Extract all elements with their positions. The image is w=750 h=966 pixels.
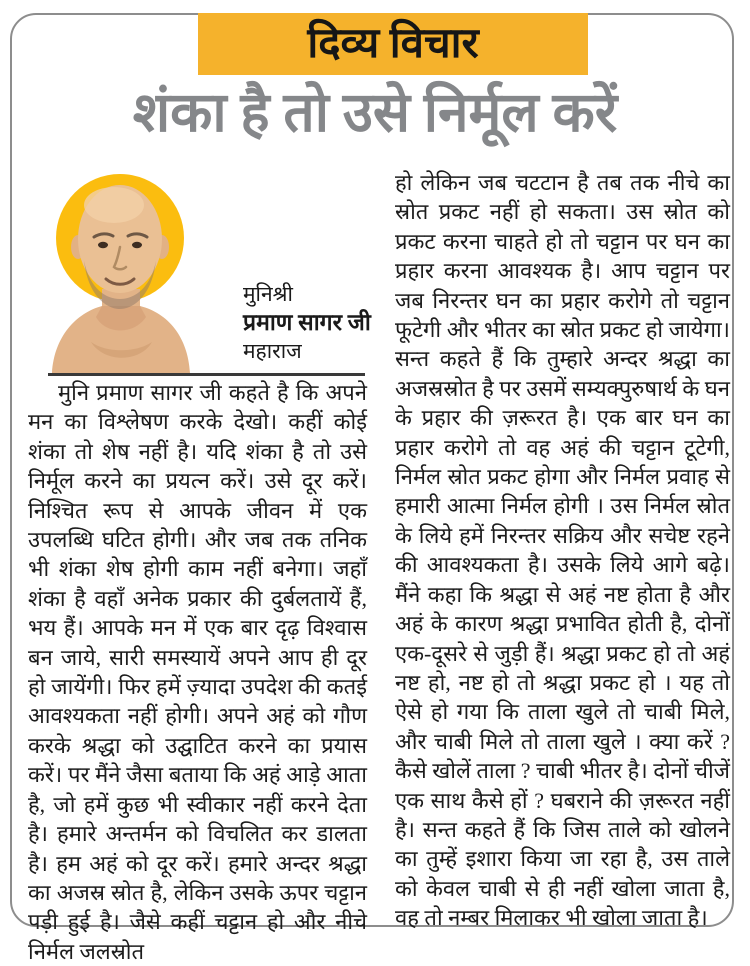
section-banner <box>198 13 588 75</box>
author-name: प्रमाण सागर जी <box>243 310 371 336</box>
article-text-left: मुनि प्रमाण सागर जी कहते है कि अपने मन का विश्लेषण करके देखो। कहीं कोई शंका तो शेष नहीं है। यदि शंका है तो उसे निर्मूल करने का प्रयत्न करें। उसे दूर करें। निश्चित रूप से आपके जीवन में एक उपलब्धि घटित होगी। और जब तक तनिक भी शंका शेष होगी काम नहीं बनेगा। जहाँ शंका है वहाँ अनेक प्रकार की दुर्बलतायें हैं, भय हैं। आपके मन में एक बार दृढ़ विश्वास बन जाये, सारी समस्यायें अपने आप ही दूर हो जायेंगी। फिर हमें ज़्यादा उपदेश की कतई आवश्यकता नहीं होगी। अपने अहं को गौण करके श्रद्धा को उद्घाटित करने का प्रयास करें। पर मैंने जैसा बताया कि अहं आड़े आता है, जो हमें कुछ भी स्वीकार नहीं करने देता है। हमारे अन्तर्मन को विचलित कर डालता है। हम अहं को दूर करें। हमारे अन्दर श्रद्धा का अजस्र स्रोत है, लेकिन उसके ऊपर चट्टान पड़ी हुई है। जैसे कहीं चट्टान हो और नीचे निर्मल जलस्रोत <box>28 380 367 964</box>
right-column <box>395 165 730 966</box>
author-caption <box>243 281 371 365</box>
author-photo-block <box>28 165 371 373</box>
article-headline: शंका है तो उसे निर्मूल करें <box>132 82 618 143</box>
monk-portrait-image <box>36 167 242 373</box>
article-text-right: हो लेकिन जब चटटान है तब तक नीचे का स्रोत प्रकट नहीं हो सकता। उस स्रोत को प्रकट करना चाहते हो तो चट्टान पर घन का प्रहार करना आवश्यक है। आप चट्टान पर जब निरन्तर घन का प्रहार करोगे तो चट्टान फूटेगी और भीतर का स्रोत प्रकट हो जायेगा। सन्त कहते हैं कि तुम्हारे अन्दर श्रद्धा का अजस्रस्रोत है पर उसमें सम्यक्पुरुषार्थ के घन के प्रहार की ज़रूरत है। एक बार घन का प्रहार करोगे तो वह अहं की चट्टान टूटेगी, निर्मल स्रोत प्रकट होगा और निर्मल प्रवाह से हमारी आत्मा निर्मल होगी । उस निर्मल स्रोत के लिये हमें निरन्तर सक्रिय और सचेष्ट रहने की आवश्यकता है। उसके लिये आगे बढ़े। मैंने कहा कि श्रद्धा से अहं नष्ट होता है और अहं के कारण श्रद्धा प्रभावित होती है, दोनों एक-दूसरे से जुड़ी हैं। श्रद्धा प्रकट हो तो अहं नष्ट हो, नष्ट हो तो श्रद्धा प्रकट हो । यह तो ऐसे हो गया कि ताला खुले तो चाबी मिले, और चाबी मिले तो ताला खुले । क्या करें ? कैसे खोलें ताला ? चाबी भीतर है। दोनों चीजें एक साथ कैसे हों ? घबराने की ज़रूरत नहीं है। सन्त कहते हैं कि जिस ताले को खोलने का तुम्हें इशारा किया जा रहा है, उस ताले को केवल चाबी से ही नहीं खोला जाता है, वह तो नम्बर मिलाकर भी खोला जाता है। <box>395 170 730 931</box>
caption-separator-rule <box>48 373 365 376</box>
article-body <box>28 165 730 966</box>
author-honorific: मुनिश्री <box>243 282 293 306</box>
section-banner-title: दिव्य विचार <box>307 21 479 67</box>
author-title: महाराज <box>243 339 302 364</box>
left-column <box>28 165 371 966</box>
